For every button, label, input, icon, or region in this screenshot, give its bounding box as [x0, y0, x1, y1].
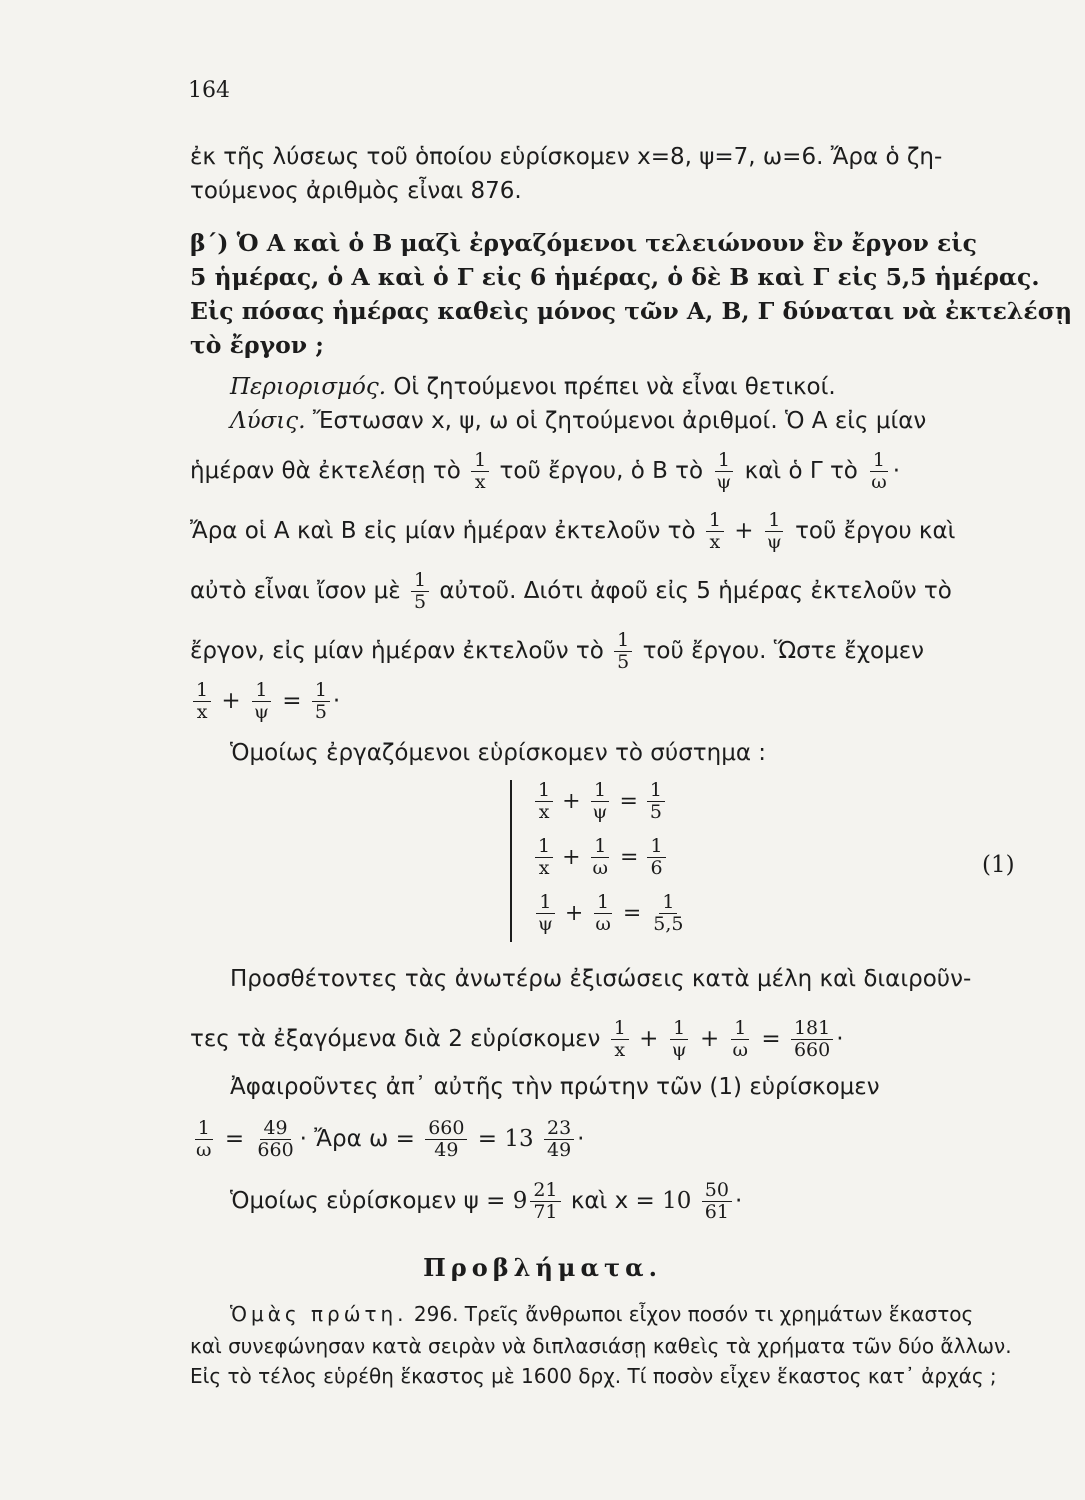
text-span: Οἱ ζητούμενοι πρέπει νὰ εἶναι θετικοί.	[386, 374, 836, 400]
fraction	[647, 836, 665, 879]
denominator: 5	[617, 651, 630, 673]
numerator: 1	[765, 510, 783, 532]
text-span: ἐκ τῆς λύσεως τοῦ ὁποίου εὑρίσκομεν x=8, ψ=7, ω=6. Ἄρα ὁ ζη-	[190, 144, 943, 170]
text-span: Ἄρα ω =	[314, 1126, 415, 1152]
fraction	[764, 510, 785, 553]
text-line	[190, 510, 1030, 553]
punctuation: ·	[299, 1126, 307, 1152]
numerator: 1	[594, 892, 612, 914]
denominator: ψ	[716, 471, 732, 493]
denominator: ω	[732, 1039, 749, 1061]
numerator: 1	[195, 1118, 213, 1140]
numerator: 49	[260, 1118, 290, 1140]
fraction	[530, 1180, 560, 1223]
text-span: Προσθέτοντες τὰς ἀνωτέρω ἐξισώσεις κατὰ μέλη καὶ διαιροῦν-	[230, 966, 972, 992]
numerator: 1	[647, 780, 665, 802]
fraction	[702, 1180, 732, 1223]
text-span: 5 ἡμέρας, ὁ Α καὶ ὁ Γ εἰς 6 ἡμέρας, ὁ δὲ Β καὶ Γ εἰς 5,5 ἡμέρας.	[190, 263, 1040, 291]
text-span: καὶ ὁ Γ τὸ	[744, 458, 858, 484]
numerator: 1	[471, 450, 489, 472]
system-equation-2	[532, 836, 669, 879]
numerator: 1	[731, 1018, 749, 1040]
numerator: 1	[715, 450, 733, 472]
text-span: Ἀφαιροῦντες ἀπ᾽ αὐτῆς τὴν πρώτην τῶν (1) εὑρίσκομεν	[230, 1074, 880, 1100]
fraction	[425, 1118, 467, 1161]
text-line	[230, 738, 1070, 768]
numerator: 21	[530, 1180, 560, 1202]
problem-statement-line	[190, 296, 1073, 326]
denominator: 71	[533, 1201, 558, 1223]
fraction	[868, 450, 890, 493]
text-span: 296. Τρεῖς ἄνθρωποι εἶχον ποσόν τι χρημάτων ἕκαστος	[407, 1302, 974, 1326]
punctuation: ·	[892, 458, 901, 484]
numerator: 1	[193, 680, 211, 702]
denominator: x	[709, 531, 721, 553]
denominator: x	[614, 1039, 626, 1061]
operator: =	[622, 901, 642, 926]
operator: +	[562, 789, 581, 814]
operator: +	[699, 1026, 720, 1052]
fraction	[471, 450, 489, 493]
equation-number: (1)	[982, 852, 1015, 878]
whole-number: 9	[512, 1188, 528, 1214]
whole-number: 10	[662, 1188, 692, 1214]
numerator: 1	[870, 450, 888, 472]
denominator: ψ	[766, 531, 782, 553]
fraction	[535, 892, 556, 935]
text-line	[190, 1362, 1030, 1390]
fraction	[706, 510, 724, 553]
denominator: 5	[649, 801, 662, 823]
text-span: καὶ συνεφώνησαν κατὰ σειρὰν νὰ διπλασιάσῃ καθεὶς τὰ χρήματα τῶν δύο ἄλλων.	[190, 1334, 1012, 1358]
text-line	[190, 142, 1030, 172]
fraction	[312, 680, 330, 723]
numerator: 1	[614, 630, 632, 652]
denominator: x	[538, 857, 550, 879]
numerator: 1	[312, 680, 330, 702]
punctuation: ·	[332, 688, 341, 714]
fraction	[730, 1018, 752, 1061]
page-number: 164	[188, 78, 230, 103]
solution-line	[230, 406, 1070, 436]
punctuation: ·	[836, 1026, 844, 1052]
text-line	[190, 630, 1030, 673]
denominator: 660	[793, 1039, 831, 1061]
fraction	[791, 1018, 833, 1061]
equation-line	[190, 680, 1030, 723]
denominator: 6	[650, 857, 663, 879]
fraction	[592, 892, 614, 935]
operator: =	[761, 1026, 781, 1052]
numerator: 1	[411, 570, 429, 592]
text-line	[190, 570, 1030, 613]
fraction	[411, 570, 429, 613]
text-span: β΄) Ὁ Α καὶ ὁ Β μαζὶ ἐργαζόμενοι τελειώνουν ἓν ἔργον εἰς	[190, 229, 977, 257]
problem-statement-line	[190, 228, 1030, 258]
text-span: ἡμέραν θὰ ἐκτελέσῃ τὸ	[190, 458, 461, 484]
fraction	[535, 780, 553, 823]
denominator: 49	[546, 1139, 572, 1161]
operator: +	[564, 901, 584, 926]
fraction	[193, 680, 211, 723]
fraction	[614, 630, 632, 673]
numerator: 181	[791, 1018, 833, 1040]
denominator: ω	[196, 1139, 212, 1161]
text-line	[230, 1180, 1070, 1223]
fraction	[647, 780, 665, 823]
fraction	[251, 680, 272, 723]
operator: =	[619, 789, 638, 814]
text-span: αὐτοῦ. Διότι ἀφοῦ εἰς 5 ἡμέρας ἐκτελοῦν τὸ	[439, 578, 952, 604]
text-span: ἔργον, εἰς μίαν ἡμέραν ἐκτελοῦν τὸ	[190, 638, 604, 664]
numerator: 50	[702, 1180, 732, 1202]
operator: =	[620, 845, 639, 870]
text-span: τὸ ἔργον ;	[190, 331, 324, 359]
numerator: 1	[591, 836, 609, 858]
text-span: Εἰς πόσας ἡμέρας καθεὶς μόνος τῶν Α, Β, Γ δύναται νὰ ἐκτελέσῃ	[190, 297, 1073, 325]
numerator: 1	[591, 780, 609, 802]
text-span: τες τὰ ἐξαγόμενα διὰ 2 εὑρίσκομεν	[190, 1026, 601, 1052]
text-span: τοῦ ἔργου καὶ	[795, 518, 956, 544]
denominator: 5,5	[653, 913, 684, 935]
section-heading: Προβλήματα.	[423, 1253, 662, 1282]
constraint-line	[230, 372, 1070, 402]
operator: =	[282, 688, 302, 714]
system-equation-3	[532, 892, 690, 935]
operator: =	[224, 1126, 245, 1152]
text-line	[230, 1300, 1030, 1328]
text-span: τοῦ ἔργου, ὁ Β τὸ	[499, 458, 704, 484]
text-span: Ἔστωσαν x, ψ, ω οἱ ζητούμενοι ἀριθμοί. Ὁ Α εἰς μίαν	[305, 408, 927, 434]
denominator: 5	[414, 591, 427, 613]
group-label: Ὁμὰς πρώτη.	[230, 1302, 408, 1326]
denominator: ψ	[538, 913, 553, 935]
denominator: ψ	[671, 1039, 687, 1061]
numerator: 1	[670, 1018, 688, 1040]
operator: =	[477, 1126, 498, 1152]
text-line	[190, 450, 1030, 493]
denominator: x	[538, 801, 550, 823]
equation-system	[510, 780, 712, 942]
fraction	[193, 1118, 215, 1161]
denominator: 660	[257, 1139, 294, 1161]
text-span: Εἰς τὸ τέλος εὑρέθη ἕκαστος μὲ 1600 δρχ. Τί ποσὸν εἶχεν ἕκαστος κατ᾽ ἀρχάς ;	[190, 1364, 997, 1388]
fraction	[669, 1018, 690, 1061]
text-line	[190, 1332, 1030, 1360]
text-line	[230, 1072, 1030, 1102]
fraction	[590, 780, 611, 823]
fraction	[611, 1018, 629, 1061]
fraction	[254, 1118, 296, 1161]
numerator: 1	[659, 892, 677, 914]
numerator: 1	[252, 680, 270, 702]
text-span: Ἄρα οἱ Α καὶ Β εἰς μίαν ἡμέραν ἐκτελοῦν τὸ	[190, 518, 696, 544]
denominator: 61	[704, 1201, 729, 1223]
denominator: ψ	[254, 701, 269, 723]
punctuation: ·	[734, 1188, 743, 1214]
denominator: 5	[314, 701, 327, 723]
fraction	[650, 892, 686, 935]
numerator: 660	[425, 1118, 467, 1140]
denominator: x	[474, 471, 486, 493]
text-span: τοῦ ἔργου. Ὥστε ἔχομεν	[642, 638, 924, 664]
text-line	[190, 1018, 1030, 1061]
operator: +	[221, 688, 241, 714]
system-equation-1	[532, 780, 668, 823]
constraint-label: Περιορισμός.	[230, 374, 387, 400]
whole-number: 13	[504, 1126, 534, 1152]
text-span: τούμενος ἀριθμὸς εἶναι 876.	[190, 178, 522, 204]
operator: +	[639, 1026, 659, 1052]
numerator: 23	[544, 1118, 574, 1140]
text-span: Ὁμοίως εὑρίσκομεν ψ =	[230, 1188, 506, 1214]
fraction	[590, 836, 612, 879]
numerator: 1	[647, 836, 665, 858]
fraction	[544, 1118, 574, 1161]
text-span: αὐτὸ εἶναι ἴσον μὲ	[190, 578, 401, 604]
text-line	[190, 176, 1030, 206]
equation-line	[190, 1118, 1030, 1161]
fraction	[713, 450, 734, 493]
fraction	[535, 836, 553, 879]
text-line	[230, 964, 1030, 994]
denominator: x	[196, 701, 208, 723]
denominator: ω	[592, 857, 609, 879]
denominator: ψ	[592, 801, 608, 823]
operator: +	[562, 845, 581, 870]
solution-label: Λύσις.	[230, 408, 306, 434]
numerator: 1	[706, 510, 724, 532]
text-span: καὶ x =	[570, 1188, 655, 1214]
operator: +	[734, 518, 754, 544]
problem-statement-line	[190, 262, 1040, 292]
numerator: 1	[535, 836, 553, 858]
denominator: ω	[595, 913, 611, 935]
denominator: ω	[871, 471, 887, 493]
problem-statement-line	[190, 330, 1030, 360]
numerator: 1	[535, 780, 553, 802]
text-span: Ὁμοίως ἐργαζόμενοι εὑρίσκομεν τὸ σύστημα :	[230, 740, 767, 766]
punctuation: ·	[577, 1126, 585, 1152]
numerator: 1	[611, 1018, 629, 1040]
denominator: 49	[434, 1139, 459, 1161]
numerator: 1	[536, 892, 554, 914]
